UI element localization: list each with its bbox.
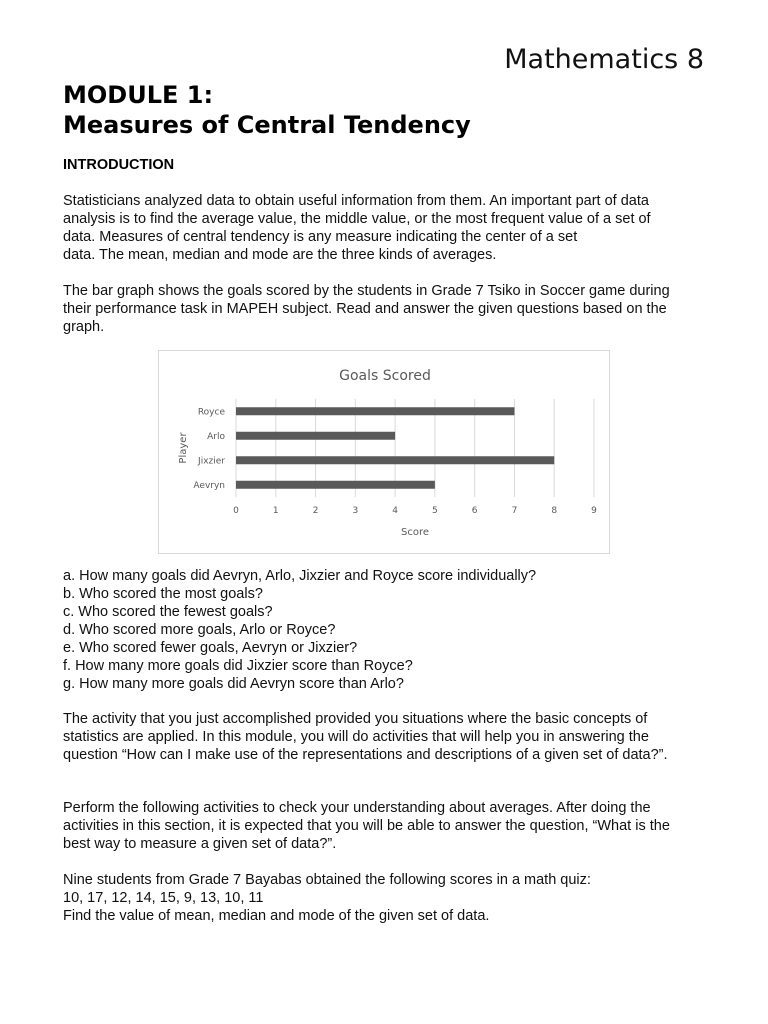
subject-title: Mathematics 8 [504,44,704,75]
chart-x-tick-label: 6 [471,506,478,516]
module-name: Measures of Central Tendency [63,111,471,139]
perform-line: Perform the following activities to check your understanding about averages. After doing the [63,800,651,816]
intro-line: analysis is to find the average value, the middle value, or the most frequent value of a set of [63,211,651,227]
activity-paragraph [63,710,705,764]
score-list: 10, 17, 12, 14, 15, 9, 13, 10, 11 [63,890,264,906]
chart-x-tick-label: 7 [511,506,518,516]
chart-x-tick-label: 5 [432,506,438,516]
chart-x-tick-label: 9 [591,506,597,516]
chart-category-label: Arlo [207,431,225,442]
module-heading [63,80,471,140]
chart-x-tick-label: 0 [233,506,239,516]
graph-description-line: graph. [63,319,105,335]
chart-bar-arlo [236,432,395,440]
activity-line: statistics are applied. In this module, you will do activities that will help you in answering the [63,729,649,745]
chart-svg [159,351,611,555]
chart-bar-jixzier [236,456,554,464]
introduction-heading: INTRODUCTION [63,157,175,173]
chart-x-tick-labels [233,506,597,516]
task-paragraph [63,871,705,925]
chart-x-tick-label: 1 [272,506,279,516]
task-intro: Nine students from Grade 7 Bayabas obtained the following scores in a math quiz: [63,872,591,888]
chart-x-axis-label: Score [400,527,430,538]
activity-line: question “How can I make use of the representations and descriptions of a given set of data?”. [63,747,668,763]
activity-line: The activity that you just accomplished provided you situations where the basic concepts of [63,711,648,727]
intro-line: data. Measures of central tendency is any measure indicating the center of a set [63,229,578,245]
chart-category-label: Royce [197,407,225,418]
goals-scored-chart [158,350,610,554]
perform-paragraph [63,799,705,853]
perform-line: activities in this section, it is expected that you will be able to answer the question, “What is the [63,818,670,834]
question-item: d. Who scored more goals, Arlo or Royce? [63,622,336,638]
intro-paragraph [63,192,705,264]
task-instruction: Find the value of mean, median and mode of the given set of data. [63,908,490,924]
graph-description-paragraph [63,282,705,336]
graph-description-line: their performance task in MAPEH subject. Read and answer the given questions based on the [63,301,667,317]
question-item: f. How many more goals did Jixzier score than Royce? [63,658,413,674]
chart-category-label: Jixzier [198,456,225,467]
chart-x-tick-label: 3 [352,506,359,516]
intro-line: Statisticians analyzed data to obtain useful information from them. An important part of data [63,193,649,209]
chart-bar-royce [236,407,514,415]
question-item: e. Who scored fewer goals, Aevryn or Jixzier? [63,640,358,656]
chart-title: Goals Scored [339,368,431,384]
question-item: b. Who scored the most goals? [63,586,263,602]
chart-y-axis-label: Player [178,432,189,464]
chart-category-label: Aevryn [193,480,225,491]
chart-x-tick-label: 2 [312,506,319,516]
intro-line: data. The mean, median and mode are the three kinds of averages. [63,247,497,263]
chart-x-tick-label: 8 [551,506,558,516]
question-item: a. How many goals did Aevryn, Arlo, Jixzier and Royce score individually? [63,568,537,584]
question-list [63,567,536,693]
chart-x-tick-label: 4 [392,506,398,516]
chart-category-labels [193,407,225,491]
module-number: MODULE 1: [63,81,214,109]
perform-line: best way to measure a given set of data?”. [63,836,337,852]
graph-description-line: The bar graph shows the goals scored by the students in Grade 7 Tsiko in Soccer game during [63,283,670,299]
chart-bar-aevryn [236,481,435,489]
question-item: g. How many more goals did Aevryn score than Arlo? [63,676,404,692]
question-item: c. Who scored the fewest goals? [63,604,273,620]
